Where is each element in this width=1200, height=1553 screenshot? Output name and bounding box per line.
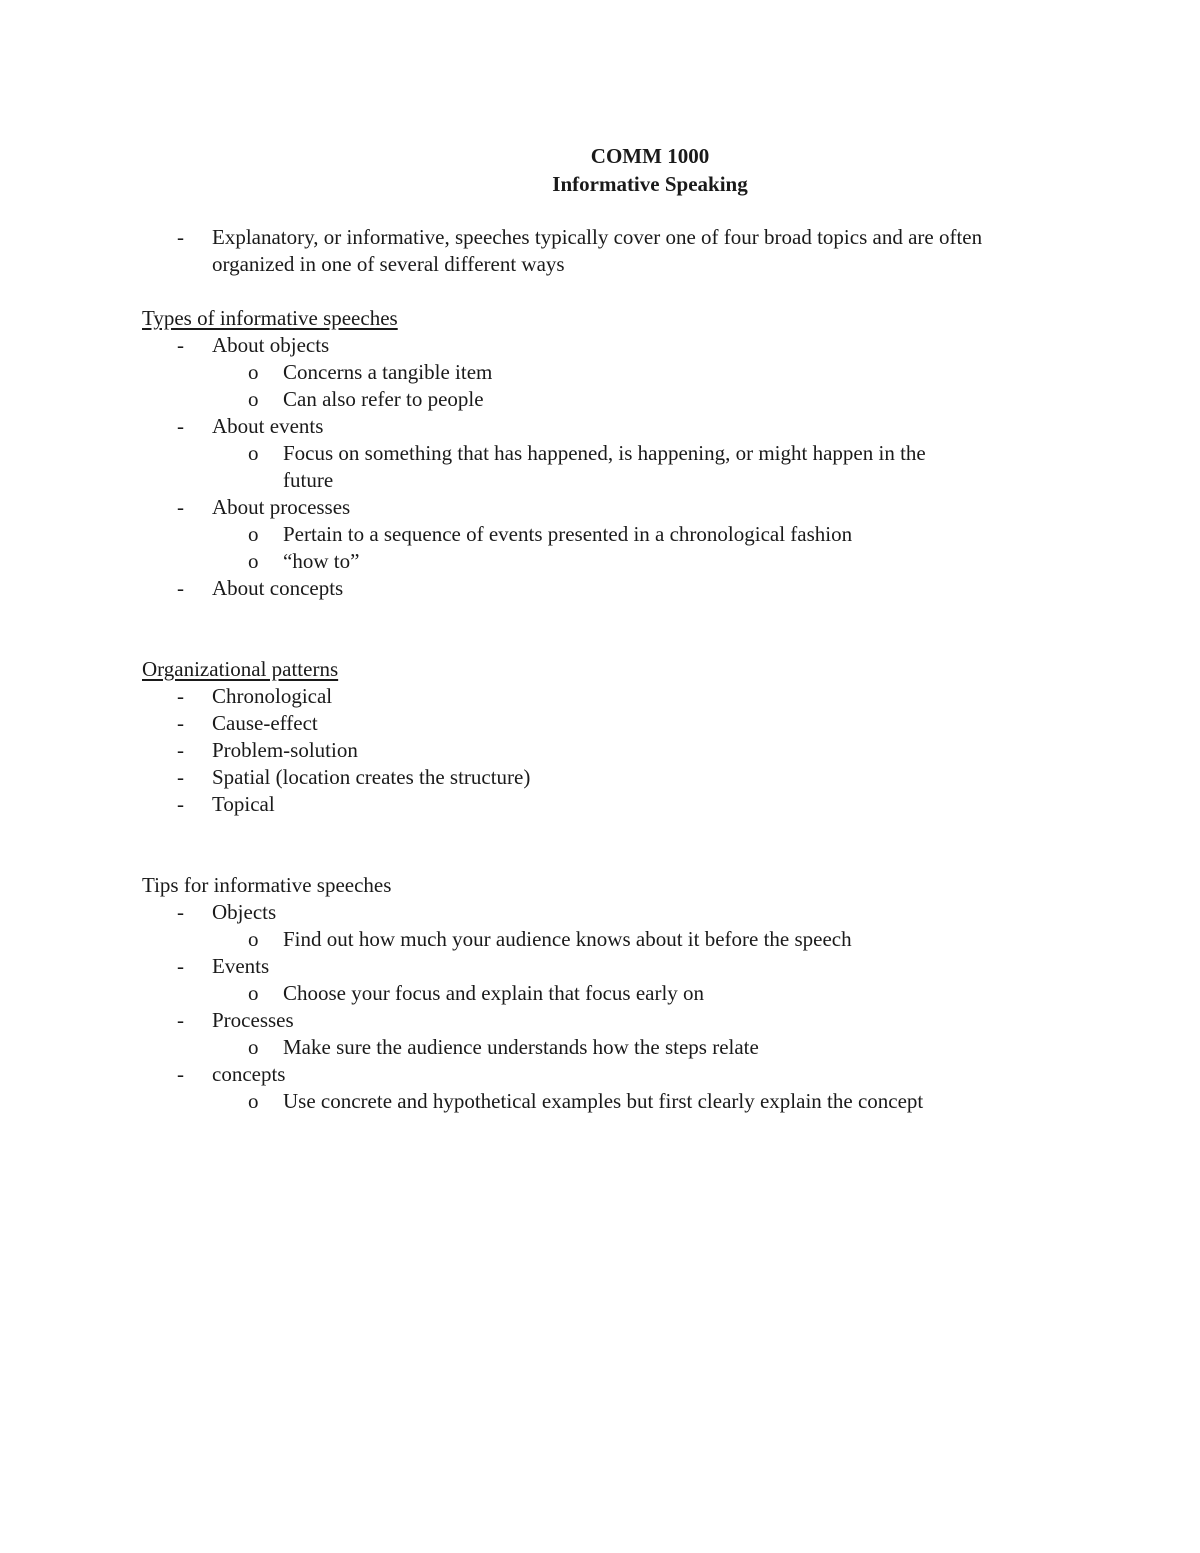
intro-item [142, 224, 1050, 278]
dash-bullet: - [177, 1062, 184, 1086]
title-block [142, 142, 1158, 198]
dash-bullet: - [177, 1008, 184, 1032]
sub-list-item [142, 1034, 1050, 1061]
dash-bullet: - [177, 414, 184, 438]
document-subtitle: Informative Speaking [552, 172, 748, 196]
list-item-label: About events [212, 414, 324, 438]
dash-bullet: - [177, 495, 184, 519]
list-item-label: Topical [212, 792, 275, 816]
sub-item-text: Pertain to a sequence of events presented in a chronological fashion [283, 522, 853, 546]
circle-bullet: o [248, 441, 259, 465]
sub-item-text: “how to” [283, 549, 360, 573]
circle-bullet: o [248, 360, 259, 384]
circle-bullet: o [248, 1035, 259, 1059]
circle-bullet: o [248, 927, 259, 951]
section-heading-patterns: Organizational patterns [142, 657, 339, 681]
sub-list-item [142, 386, 1050, 413]
list-item-label: Chronological [212, 684, 333, 708]
list-item-label: Objects [212, 900, 277, 924]
sub-list-item [142, 440, 1050, 494]
list-item [142, 413, 1050, 440]
sub-list-item [142, 980, 1050, 1007]
list-item-label: About concepts [212, 576, 344, 600]
dash-bullet: - [177, 711, 184, 735]
list-item [142, 791, 1050, 818]
dash-bullet: - [177, 576, 184, 600]
list-item [142, 1007, 1050, 1034]
intro-text: Explanatory, or informative, speeches typically cover one of four broad topics and are often organized in one of several different ways [212, 225, 983, 276]
dash-bullet: - [177, 954, 184, 978]
sub-list-item [142, 359, 1050, 386]
dash-bullet: - [177, 333, 184, 357]
sub-item-text: Find out how much your audience knows about it before the speech [283, 927, 852, 951]
list-item [142, 575, 1050, 602]
list-item [142, 764, 1050, 791]
list-item [142, 899, 1050, 926]
sub-list-item [142, 926, 1050, 953]
sub-list-item [142, 1088, 1050, 1115]
dash-bullet: - [177, 684, 184, 708]
circle-bullet: o [248, 549, 259, 573]
dash-bullet: - [177, 792, 184, 816]
section-heading-types: Types of informative speeches [142, 306, 398, 330]
list-item-label: Spatial (location creates the structure) [212, 765, 531, 789]
list-item-label: About processes [212, 495, 351, 519]
dash-bullet: - [177, 900, 184, 924]
circle-bullet: o [248, 387, 259, 411]
list-item-label: Cause-effect [212, 711, 318, 735]
dash-bullet: - [177, 225, 184, 249]
list-item [142, 683, 1050, 710]
sub-item-text: Make sure the audience understands how the steps relate [283, 1035, 759, 1059]
list-item-label: Problem-solution [212, 738, 358, 762]
circle-bullet: o [248, 522, 259, 546]
sub-item-text: Choose your focus and explain that focus early on [283, 981, 705, 1005]
list-item [142, 710, 1050, 737]
sub-item-text: Can also refer to people [283, 387, 484, 411]
sub-item-text: Focus on something that has happened, is happening, or might happen in the future [283, 441, 926, 492]
circle-bullet: o [248, 981, 259, 1005]
circle-bullet: o [248, 1089, 259, 1113]
list-item [142, 953, 1050, 980]
list-item [142, 1061, 1050, 1088]
list-item [142, 737, 1050, 764]
list-item-label: About objects [212, 333, 330, 357]
dash-bullet: - [177, 765, 184, 789]
sub-item-text: Use concrete and hypothetical examples but first clearly explain the concept [283, 1089, 924, 1113]
list-item [142, 332, 1050, 359]
sub-list-item [142, 521, 1050, 548]
list-item [142, 494, 1050, 521]
list-item-label: Processes [212, 1008, 294, 1032]
sub-item-text: Concerns a tangible item [283, 360, 493, 384]
list-item-label: concepts [212, 1062, 286, 1086]
list-item-label: Events [212, 954, 270, 978]
dash-bullet: - [177, 738, 184, 762]
section-heading-tips: Tips for informative speeches [142, 873, 392, 897]
document-title: COMM 1000 [590, 144, 710, 168]
sub-list-item [142, 548, 1050, 575]
